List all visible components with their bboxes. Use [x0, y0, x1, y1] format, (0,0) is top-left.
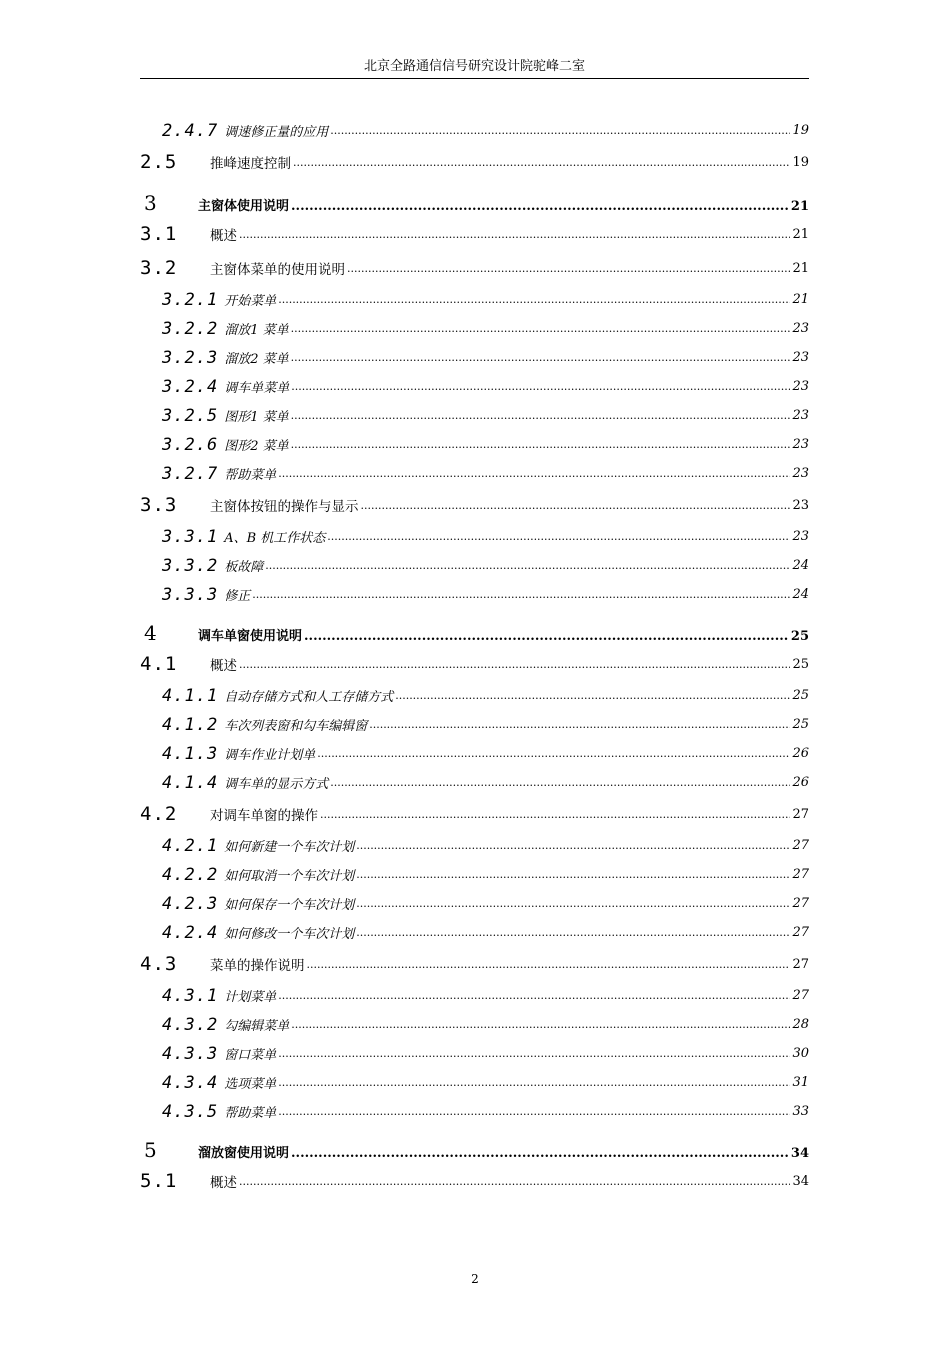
toc-entry-page: 25	[792, 717, 809, 732]
toc-entry-title: 图形1 菜单	[224, 410, 289, 425]
toc-entry-page: 30	[792, 1046, 809, 1061]
toc-entry-title: 主窗体按钮的操作与显示	[210, 499, 359, 515]
toc-entry-number: 3.1	[140, 223, 178, 245]
toc-entry-number: 4.3.3	[162, 1043, 219, 1064]
toc-entry-number: 4.2	[140, 803, 178, 825]
toc-entry-title: 菜单的操作说明	[210, 958, 305, 974]
toc-entry-number: 5	[144, 1138, 157, 1162]
toc-entry[interactable]	[140, 372, 809, 401]
toc-entry[interactable]	[140, 251, 809, 285]
toc-dot-leader	[291, 199, 789, 214]
toc-entry-page: 21	[790, 199, 809, 214]
toc-entry-title: 如何保存一个车次计划	[224, 898, 355, 913]
toc-entry-number: 4	[144, 621, 157, 645]
toc-entry[interactable]	[140, 681, 809, 710]
toc-dot-leader	[356, 926, 790, 939]
toc-entry-number: 3.2	[140, 257, 178, 279]
toc-entry-title: 板故障	[224, 560, 264, 575]
toc-dot-leader	[307, 958, 791, 971]
toc-entry[interactable]	[140, 116, 809, 145]
toc-entry[interactable]	[140, 797, 809, 831]
toc-entry-page: 27	[792, 988, 809, 1003]
toc-entry-page: 27	[792, 925, 809, 940]
toc-entry-title: 图形2 菜单	[224, 439, 289, 454]
toc-entry-number: 5.1	[140, 1170, 178, 1192]
toc-entry-number: 4.1.1	[162, 685, 219, 706]
toc-entry-title: 修正	[224, 589, 251, 604]
toc-entry-number: 4.1.4	[162, 772, 219, 793]
toc-entry-number: 4.3.1	[162, 985, 219, 1006]
toc-entry-title: 勾编辑菜单	[224, 1019, 290, 1034]
toc-entry-page: 23	[792, 379, 809, 394]
toc-entry[interactable]	[140, 580, 809, 609]
toc-entry-number: 3.2.7	[162, 463, 219, 484]
toc-entry-number: 4.2.4	[162, 922, 219, 943]
toc-entry[interactable]	[140, 1010, 809, 1039]
page-number: 2	[471, 1272, 479, 1286]
toc-entry[interactable]	[140, 1039, 809, 1068]
toc-entry-number: 3.3.1	[162, 526, 219, 547]
page-header: 北京全路通信信号研究设计院驼峰二室	[140, 56, 809, 79]
toc-entry-number: 4.1	[140, 653, 178, 675]
toc-entry-title: 溜放窗使用说明	[198, 1146, 290, 1161]
toc-dot-leader	[239, 228, 790, 241]
toc-entry[interactable]	[140, 739, 809, 768]
toc-entry[interactable]	[140, 217, 809, 251]
toc-entry-page: 27	[792, 956, 809, 972]
toc-entry-title: 推峰速度控制	[210, 156, 291, 172]
toc-entry[interactable]	[140, 831, 809, 860]
toc-entry-page: 25	[792, 688, 809, 703]
toc-entry-page: 28	[792, 1017, 809, 1032]
toc-entry-title: 如何修改一个车次计划	[224, 927, 355, 942]
toc-entry[interactable]	[140, 430, 809, 459]
toc-entry-number: 4.1.2	[162, 714, 219, 735]
toc-entry[interactable]	[140, 401, 809, 430]
toc-dot-leader	[291, 380, 790, 393]
toc-dot-leader	[327, 530, 790, 543]
toc-entry-page: 23	[792, 321, 809, 336]
toc-dot-leader	[330, 124, 790, 137]
toc-dot-leader	[265, 559, 790, 572]
toc-entry[interactable]	[140, 522, 809, 551]
toc-dot-leader	[278, 1105, 790, 1118]
toc-entry-title: 调车作业计划单	[224, 748, 316, 763]
toc-dot-leader	[278, 293, 790, 306]
toc-dot-leader	[291, 1146, 789, 1161]
toc-entry-page: 25	[790, 629, 809, 644]
toc-entry-page: 23	[792, 466, 809, 481]
toc-dot-leader	[304, 629, 789, 644]
toc-entry[interactable]	[140, 314, 809, 343]
toc-entry-number: 4.3.5	[162, 1101, 219, 1122]
toc-entry[interactable]	[140, 551, 809, 580]
toc-entry-number: 4.3.4	[162, 1072, 219, 1093]
toc-dot-leader	[395, 689, 790, 702]
toc-entry-number: 3.2.6	[162, 434, 219, 455]
toc-entry-number: 3.3.2	[162, 555, 219, 576]
toc-entry[interactable]	[140, 768, 809, 797]
toc-dot-leader	[239, 1175, 790, 1188]
toc-entry-page: 24	[792, 558, 809, 573]
toc-entry[interactable]	[140, 621, 809, 647]
toc-entry-title: 帮助菜单	[224, 468, 277, 483]
toc-dot-leader	[278, 467, 790, 480]
toc-entry-number: 2.4.7	[162, 120, 219, 141]
toc-entry-page: 21	[792, 260, 809, 276]
toc-entry-title: 溜放2 菜单	[224, 352, 289, 367]
toc-entry-number: 4.2.1	[162, 835, 219, 856]
toc-entry-number: 3.2.4	[162, 376, 219, 397]
toc-dot-leader	[369, 718, 790, 731]
toc-entry-number: 4.3.2	[162, 1014, 219, 1035]
toc-entry[interactable]	[140, 285, 809, 314]
toc-entry-number: 4.2.3	[162, 893, 219, 914]
toc-entry-title: 选项菜单	[224, 1077, 277, 1092]
toc-dot-leader	[291, 351, 791, 364]
toc-entry-page: 26	[792, 746, 809, 761]
toc-entry[interactable]	[140, 860, 809, 889]
toc-dot-leader	[239, 658, 790, 671]
toc-entry-page: 23	[792, 529, 809, 544]
toc-entry[interactable]	[140, 1097, 809, 1126]
toc-entry-title: 调车单窗使用说明	[198, 629, 303, 644]
toc-entry[interactable]	[140, 1164, 809, 1198]
toc-entry-page: 31	[792, 1075, 809, 1090]
toc-entry-title: 车次列表窗和勾车编辑窗	[224, 719, 368, 734]
toc-entry-page: 24	[792, 587, 809, 602]
toc-entry-number: 4.3	[140, 953, 178, 975]
toc-entry[interactable]	[140, 647, 809, 681]
toc-entry-number: 4.1.3	[162, 743, 219, 764]
toc-entry-title: 计划菜单	[224, 990, 277, 1005]
toc-dot-leader	[293, 156, 790, 169]
toc-entry[interactable]	[140, 918, 809, 947]
toc-entry-page: 21	[792, 292, 809, 307]
toc-dot-leader	[356, 839, 790, 852]
toc-dot-leader	[291, 1018, 790, 1031]
toc-entry-number: 3.3.3	[162, 584, 219, 605]
toc-entry-page: 19	[792, 154, 809, 170]
toc-entry-number: 3	[144, 191, 157, 215]
toc-dot-leader	[291, 438, 791, 451]
toc-entry-page: 25	[792, 656, 809, 672]
toc-entry-title: 调速修正量的应用	[224, 125, 329, 140]
toc-entry-page: 27	[792, 896, 809, 911]
toc-entry-title: 开始菜单	[224, 294, 277, 309]
toc-entry[interactable]	[140, 1138, 809, 1164]
toc-entry-page: 23	[792, 497, 809, 513]
toc-entry-title: 如何新建一个车次计划	[224, 840, 355, 855]
toc-entry[interactable]	[140, 459, 809, 488]
toc-entry-number: 2.5	[140, 151, 178, 173]
toc-entry-title: 调车单菜单	[224, 381, 290, 396]
toc-entry[interactable]	[140, 889, 809, 918]
toc-dot-leader	[361, 499, 791, 512]
toc-entry-page: 19	[792, 123, 809, 138]
toc-entry-title: 概述	[210, 1175, 237, 1191]
toc-entry-title: 概述	[210, 658, 237, 674]
toc-entry-title: 自动存储方式和人工存储方式	[224, 690, 394, 705]
toc-entry[interactable]	[140, 191, 809, 217]
toc-dot-leader	[356, 897, 790, 910]
toc-entry-number: 4.2.2	[162, 864, 219, 885]
toc-entry-page: 27	[792, 867, 809, 882]
toc-entry-title: 窗口菜单	[224, 1048, 277, 1063]
toc-entry-page: 23	[792, 350, 809, 365]
toc-entry-number: 3.2.1	[162, 289, 219, 310]
toc-dot-leader	[330, 776, 790, 789]
toc-entry[interactable]	[140, 145, 809, 179]
toc-entry-page: 26	[792, 775, 809, 790]
toc-entry[interactable]	[140, 981, 809, 1010]
toc-entry[interactable]	[140, 947, 809, 981]
toc-entry-page: 33	[792, 1104, 809, 1119]
toc-entry-title: 帮助菜单	[224, 1106, 277, 1121]
toc-entry-title: 概述	[210, 228, 237, 244]
toc-entry-title: 对调车单窗的操作	[210, 808, 318, 824]
toc-entry-title: 调车单的显示方式	[224, 777, 329, 792]
toc-dot-leader	[356, 868, 790, 881]
toc-entry-number: 3.2.3	[162, 347, 219, 368]
toc-dot-leader	[317, 747, 790, 760]
toc-dot-leader	[252, 588, 790, 601]
toc-entry[interactable]	[140, 488, 809, 522]
toc-entry[interactable]	[140, 343, 809, 372]
toc-dot-leader	[320, 808, 790, 821]
toc-dot-leader	[278, 1047, 790, 1060]
toc-dot-leader	[278, 1076, 790, 1089]
toc-entry-page: 27	[792, 838, 809, 853]
toc-entry-number: 3.2.5	[162, 405, 219, 426]
toc-entry-number: 3.3	[140, 494, 178, 516]
toc-entry-number: 3.2.2	[162, 318, 219, 339]
toc-entry-page: 27	[792, 806, 809, 822]
toc-entry-page: 34	[792, 1173, 809, 1189]
toc-dot-leader	[278, 989, 790, 1002]
toc-entry-title: 主窗体菜单的使用说明	[210, 262, 345, 278]
toc-entry-page: 23	[792, 408, 809, 423]
table-of-contents	[140, 116, 809, 1198]
toc-entry-title: 溜放1 菜单	[224, 323, 289, 338]
toc-entry-page: 21	[792, 226, 809, 242]
toc-entry[interactable]	[140, 1068, 809, 1097]
toc-dot-leader	[291, 409, 791, 422]
toc-entry-title: 如何取消一个车次计划	[224, 869, 355, 884]
toc-entry-title: A、B 机工作状态	[224, 531, 326, 546]
toc-entry[interactable]	[140, 710, 809, 739]
toc-entry-page: 34	[790, 1146, 809, 1161]
toc-dot-leader	[291, 322, 791, 335]
toc-entry-title: 主窗体使用说明	[198, 199, 290, 214]
toc-dot-leader	[347, 262, 790, 275]
toc-entry-page: 23	[792, 437, 809, 452]
